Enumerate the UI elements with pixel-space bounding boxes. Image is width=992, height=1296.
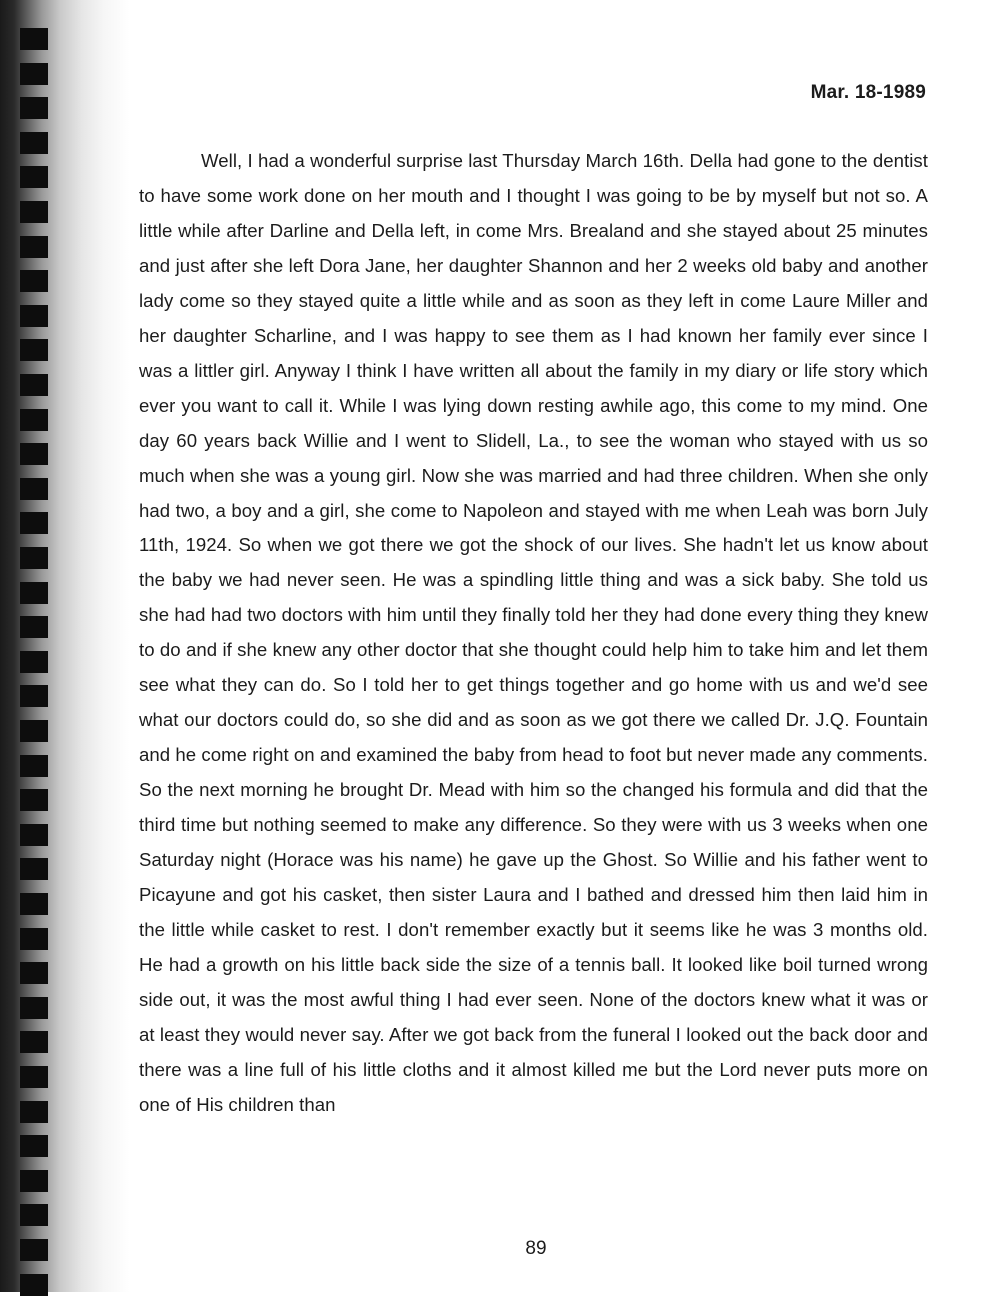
- binding-tooth: [20, 270, 48, 292]
- page-number: 89: [525, 1238, 547, 1259]
- binding-tooth: [20, 1101, 48, 1123]
- binding-tooth: [20, 166, 48, 188]
- binding-tooth: [20, 478, 48, 500]
- binding-tooth: [20, 789, 48, 811]
- binding-tooth: [20, 928, 48, 950]
- binding-tooth: [20, 305, 48, 327]
- binding-tooth: [20, 63, 48, 85]
- binding-tooth: [20, 547, 48, 569]
- binding-tooth: [20, 997, 48, 1019]
- binding-tooth: [20, 962, 48, 984]
- entry-body: Della had gone to the dentist to have some work done on her mouth and I thought I was going to be by myself but not so. A little while after Darline and Della left, in come Mrs. Brealand and she stayed about 25 minutes and just after she left Dora Jane, her daughter Shannon and her 2 weeks old baby and another lady come so they stayed quite a little while and as soon as they left in come Laure Miller and her daughter Scharline, and I was happy to see them as I had known her family ever since I was a littler girl. Anyway I think I have written all about the family in my diary or life story which ever you want to call it. While I was lying down resting awhile ago, this come to my mind. One day 60 years back Willie and I went to Slidell, La., to see the woman who stayed with us so much when she was a young girl. Now she was married and had three children. When she only had two, a boy and a girl, she come to Napoleon and stayed with me when Leah was born July 11th, 1924. So when we got there we got the shock of our lives. She hadn't let us know about the baby we had never seen. He was a spindling little thing and was a sick baby. She told us she had had two doctors with him until they finally told her they had done every thing they knew to do and if she knew any other doctor that she thought could help him to take him and let them see what they can do. So I told her to get things together and go home with us and we'd see what our doctors could do, so she did and as soon as we got there we called Dr. J.Q. Fountain and he come right on and examined the baby from head to foot but never made any comments. So the next morning he brought Dr. Mead with him so the changed his formula and did that the third time but nothing seemed to make any difference. So they were with us 3 weeks when one Saturday night (Horace was his name) he gave up the Ghost. So Willie and his father went to Picayune and got his casket, then sister Laura and I bathed and dressed him then laid him in the little while casket to rest. I don't remember exactly but it seems like he was 3 months old. He had a growth on his little back side the size of a tennis ball. It looked like boil turned wrong side out, it was the most awful thing I had ever seen. None of the doctors knew what it was or at least they would never say. After we got back from the funeral I looked out the back door and there was a line full of his little cloths and it almost killed me but the Lord never puts more on one of His children than: [139, 150, 928, 1115]
- binding-tooth: [20, 339, 48, 361]
- binding-tooth: [20, 1031, 48, 1053]
- binding-tooth: [20, 616, 48, 638]
- binding-tooth: [20, 97, 48, 119]
- binding-tooth: [20, 1135, 48, 1157]
- binding-tooth: [20, 893, 48, 915]
- binding-tooth: [20, 582, 48, 604]
- binding-tooth: [20, 720, 48, 742]
- binding-tooth: [20, 1066, 48, 1088]
- binding-tooth: [20, 236, 48, 258]
- binding-tooth: [20, 1204, 48, 1226]
- first-sentence: Well, I had a wonderful surprise last Thursday March 16th.: [201, 150, 685, 171]
- binding-tooth: [20, 374, 48, 396]
- spiral-binding: [20, 0, 60, 1292]
- binding-tooth: [20, 858, 48, 880]
- entry-date: Mar. 18-1989: [810, 82, 926, 103]
- binding-tooth: [20, 1170, 48, 1192]
- binding-tooth: [20, 409, 48, 431]
- diary-entry-text: [139, 144, 928, 1123]
- binding-tooth: [20, 755, 48, 777]
- binding-tooth: [20, 132, 48, 154]
- binding-tooth: [20, 651, 48, 673]
- binding-tooth: [20, 685, 48, 707]
- binding-tooth: [20, 28, 48, 50]
- binding-tooth: [20, 443, 48, 465]
- binding-tooth: [20, 1274, 48, 1296]
- binding-tooth: [20, 512, 48, 534]
- binding-tooth: [20, 824, 48, 846]
- binding-tooth: [20, 201, 48, 223]
